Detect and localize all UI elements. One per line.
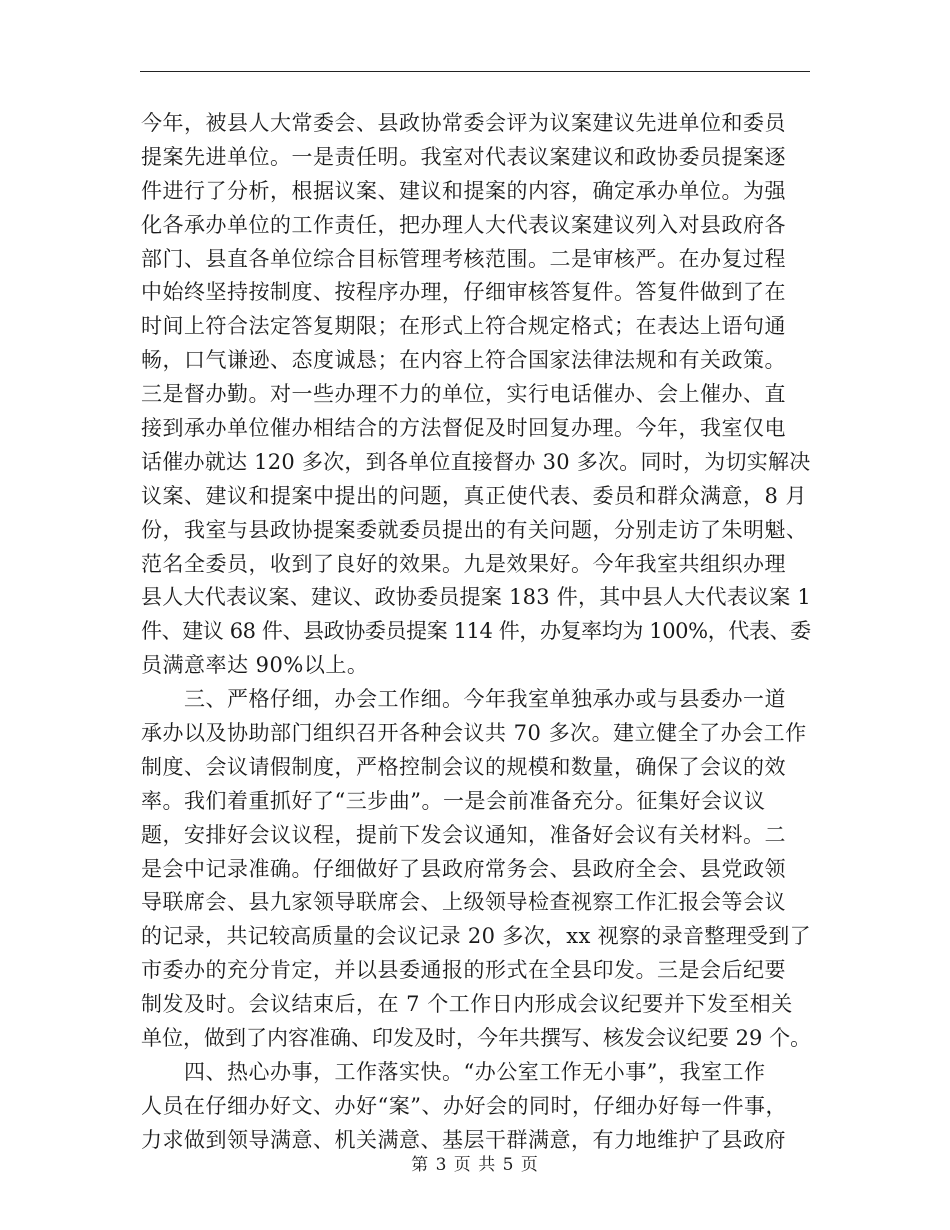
- text-line: 中始终坚持按制度、按程序办理，仔细审核答复件。答复件做到了在: [141, 280, 786, 305]
- document-body: [141, 107, 811, 1158]
- text-line: 的记录，共记较高质量的会议记录 20 多次，xx 视察的录音整理受到了: [141, 924, 811, 949]
- text-line: 县人大代表议案、建议、政协委员提案 183 件，其中县人大代表议案 1: [141, 585, 811, 610]
- text-line: 畅，口气谦逊、态度诚恳；在内容上符合国家法律法规和有关政策。: [141, 348, 786, 373]
- text-line: 时间上符合法定答复期限；在形式上符合规定格式；在表达上语句通: [141, 314, 786, 339]
- text-line: 份，我室与县政协提案委就委员提出的有关问题，分别走访了朱明魁、: [141, 517, 808, 542]
- text-line: 话催办就达 120 多次，到各单位直接督办 30 多次。同时，为切实解决: [141, 449, 811, 474]
- text-line: 部门、县直各单位综合目标管理考核范围。二是审核严。在办复过程: [141, 246, 786, 271]
- text-line: 员满意率达 90%以上。: [141, 653, 369, 678]
- text-line: 力求做到领导满意、机关满意、基层干群满意，有力地维护了县政府: [141, 1127, 786, 1152]
- text-line: 是会中记录准确。仔细做好了县政府常务会、县政府全会、县党政领: [141, 856, 786, 881]
- text-line: 提案先进单位。一是责任明。我室对代表议案建议和政协委员提案逐: [141, 144, 786, 169]
- text-line: 率。我们着重抓好了“三步曲”。一是会前准备充分。征集好会议议: [141, 788, 766, 813]
- text-line: 承办以及协助部门组织召开各种会议共 70 多次。建立健全了办会工作: [141, 721, 807, 746]
- text-line: 接到承办单位催办相结合的方法督促及时回复办理。今年，我室仅电: [141, 416, 786, 441]
- text-line: 今年，被县人大常委会、县政协常委会评为议案建议先进单位和委员: [141, 111, 786, 135]
- text-line: 市委办的充分肯定，并以县委通报的形式在全县印发。三是会后纪要: [141, 958, 786, 983]
- text-line: 四、热心办事，工作落实快。“办公室工作无小事”，我室工作: [141, 1059, 766, 1084]
- text-line: 化各承办单位的工作责任，把办理人大代表议案建议列入对县政府各: [141, 212, 786, 237]
- page-footer: 第 3 页 共 5 页: [411, 1155, 539, 1175]
- text-line: 题，安排好会议议程，提前下发会议通知，准备好会议有关材料。二: [141, 822, 786, 847]
- text-line: 件进行了分析，根据议案、建议和提案的内容，确定承办单位。为强: [141, 178, 786, 203]
- text-line: 单位，做到了内容准确、印发及时，今年共撰写、核发会议纪要 29 个。: [141, 1026, 812, 1051]
- text-line: 件、建议 68 件、县政协委员提案 114 件，办复率均为 100%，代表、委: [141, 619, 811, 644]
- text-line: 三、严格仔细，办会工作细。今年我室单独承办或与县委办一道: [141, 687, 786, 712]
- header-rule: [140, 71, 810, 72]
- text-line: 范名全委员，收到了良好的效果。九是效果好。今年我室共组织办理: [141, 551, 786, 576]
- text-line: 导联席会、县九家领导联席会、上级领导检查视察工作汇报会等会议: [141, 890, 786, 915]
- text-line: 议案、建议和提案中提出的问题，真正使代表、委员和群众满意，8 月: [141, 483, 808, 508]
- text-line: 制度、会议请假制度，严格控制会议的规模和数量，确保了会议的效: [141, 754, 786, 779]
- text-line: 制发及时。会议结束后，在 7 个工作日内形成会议纪要并下发至相关: [141, 992, 793, 1017]
- text-line: 三是督办勤。对一些办理不力的单位，实行电话催办、会上催办、直: [141, 382, 786, 407]
- text-line: 人员在仔细办好文、办好“案”、办好会的同时，仔细办好每一件事，: [141, 1093, 787, 1118]
